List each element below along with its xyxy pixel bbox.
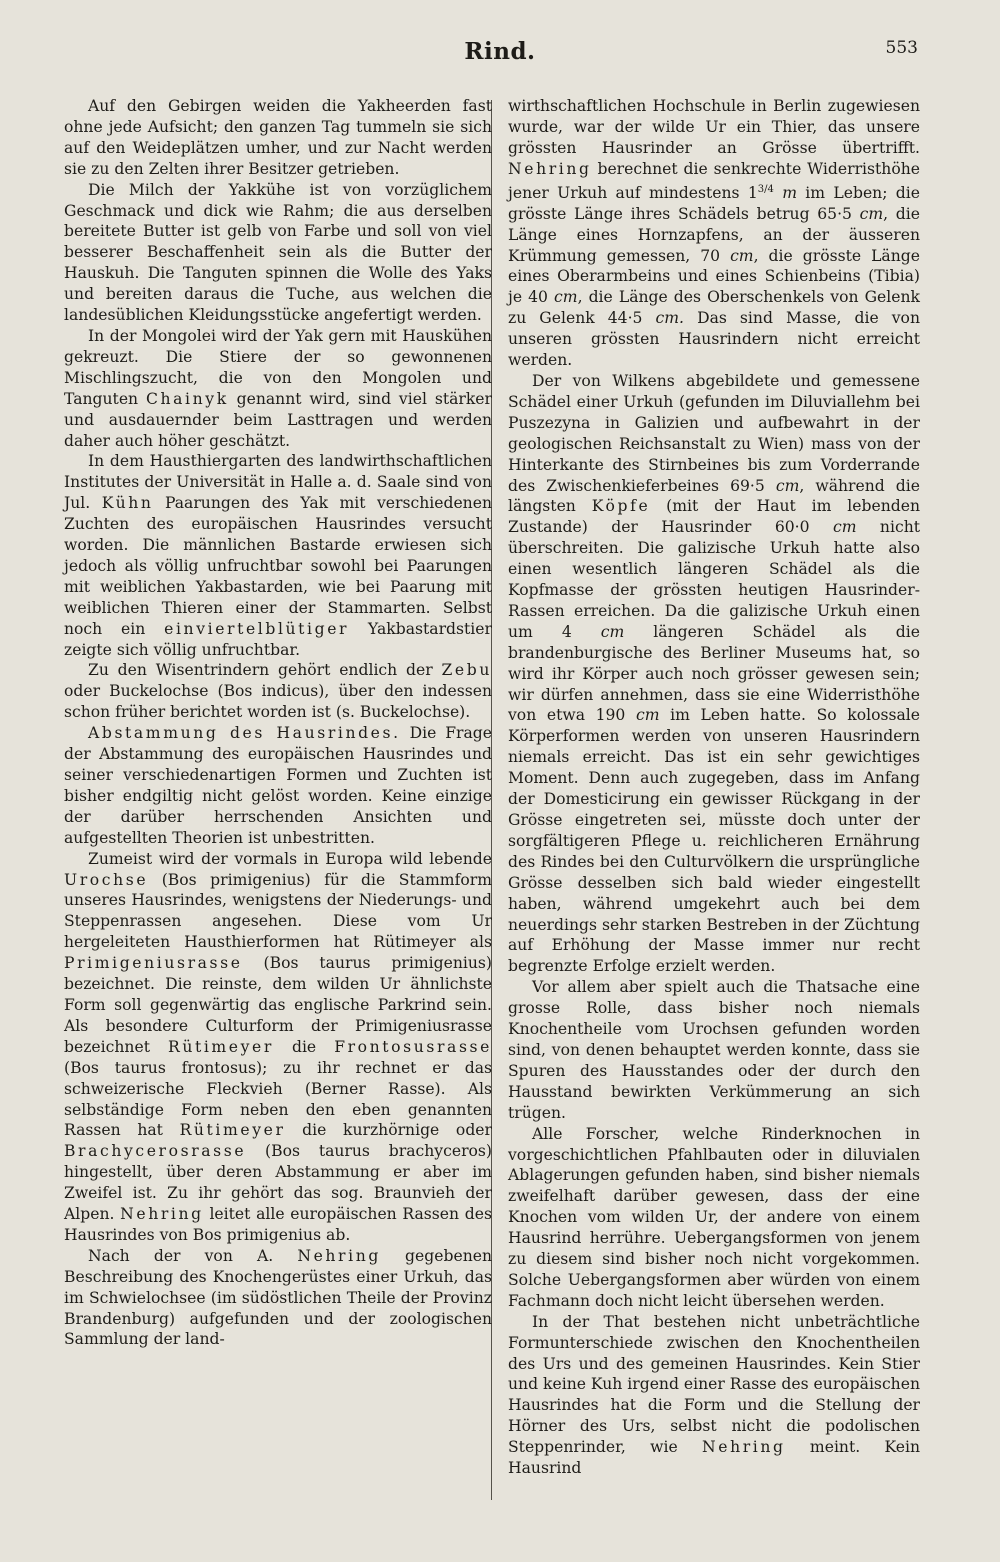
text: Die Milch der Yakkühe ist von vorzüglichem Geschmack und dick wie Rahm; die aus derselben bereitete Butter ist gelb von Farbe und soll von viel besserer Beschaffenheit sein als die Butter der Hauskuh. Die Tanguten spinnen die Wolle des Yaks und bereiten daraus die Tuche, aus welchen die landesüblichen Kleidungsstücke angefertigt werden. bbox=[64, 180, 492, 325]
text: berechnet die senkrechte Widerristhöhe jener Urkuh auf mindestens 1 bbox=[508, 159, 920, 202]
page-number: 553 bbox=[885, 38, 918, 58]
spaced-term: Nehring bbox=[297, 1246, 381, 1265]
spaced-term: Nehring bbox=[120, 1205, 204, 1224]
text: nicht überschreiten. Die galizische Urkuh hatte also einen wesentlich längeren Schädel als die Kopfmasse der grössten heutigen Hausrinder-Rassen erreichen. Da die galizische Urkuh einen um 4 bbox=[508, 518, 920, 641]
paragraph bbox=[64, 326, 492, 451]
text: , während die längsten bbox=[508, 476, 920, 516]
text: Yakbastardstier zeigte sich völlig unfruchtbar. bbox=[64, 619, 492, 659]
spaced-term: Rütimeyer bbox=[179, 1121, 286, 1140]
text: die kurzhörnige oder bbox=[285, 1121, 492, 1140]
right-column bbox=[508, 96, 920, 1479]
text: (Bos taurus frontosus); zu ihr rechnet er das schweizerische Fleckvieh (Berner Rasse). Als selbständige Form neben den eben genannten Rassen hat bbox=[64, 1058, 492, 1140]
text: wirthschaftlichen Hochschule in Berlin zugewiesen wurde, war der wilde Ur ein Thier, das unsere grössten Hausrinder an Grösse übertrifft. bbox=[508, 97, 920, 157]
left-column bbox=[64, 96, 492, 1350]
spaced-term: Nehring bbox=[702, 1438, 786, 1457]
text: Der von Wilkens abgebildete und gemessene Schädel einer Urkuh (gefunden im Diluviallehm bei Puszezyna in Galizien und aufbewahrt in der geologischen Reichsanstalt zu Wien) mass von der Hinterkante des Stirnbeines bis zum Vorderrande des Zwischenkieferbeines 69·5 bbox=[508, 371, 920, 495]
text: Auf den Gebirgen weiden die Yakheerden fast ohne jede Aufsicht; den ganzen Tag tummeln sie sich auf den Weideplätzen umher, und zur Nacht werden sie zu den Zelten ihrer Besitzer getrieben. bbox=[64, 97, 492, 178]
text: längeren Schädel als die brandenburgische des Berliner Museums hat, so wird ihr Körper auch noch grösser gewesen sein; wir dürfen annehmen, dass sie eine Widerristhöhe von etwa 190 bbox=[508, 622, 921, 725]
text: Das sind Masse, die von unseren grössten Hausrindern nicht erreicht werden. bbox=[508, 309, 920, 370]
fraction: 3/4 bbox=[757, 183, 774, 195]
text: In dem Hausthiergarten des landwirthschaftlichen Institutes der Universität in Halle a. d. Saale sind von Jul. bbox=[64, 452, 492, 513]
unit: cm bbox=[832, 518, 857, 537]
spaced-term: Chainyk bbox=[145, 389, 229, 408]
paragraph bbox=[64, 660, 492, 723]
paragraph bbox=[64, 723, 492, 848]
text: , die Länge eines Hornzapfens, an der äusseren Krümmung gemessen, 70 bbox=[508, 204, 920, 265]
paragraph bbox=[64, 451, 492, 660]
unit: m bbox=[782, 183, 797, 202]
spaced-term: Urochse bbox=[64, 870, 149, 889]
text: Nach der von A. bbox=[88, 1246, 298, 1265]
unit: cm bbox=[600, 622, 625, 641]
section-heading: Abstammung des Hausrindes. bbox=[88, 724, 401, 743]
text: , die Länge des Oberschenkels von Gelenk zu Gelenk 44·5 bbox=[508, 288, 920, 328]
paragraph bbox=[508, 371, 920, 977]
text: In der That bestehen nicht unbeträchtliche Formunterschiede zwischen den Knochentheilen des Urs und des gemeinen Hausrindes. Kein Stier und keine Kuh irgend einer Rasse des europäischen Hausrindes hat die Form und die Stellung der Hörner des Urs, selbst nicht die podolischen Steppenrinder, wie bbox=[508, 1312, 920, 1457]
spaced-term: Köpfe bbox=[591, 497, 651, 516]
spaced-term: Nehring bbox=[508, 159, 592, 178]
text: Vor allem aber spielt auch die Thatsache eine grosse Rolle, dass bisher noch niemals Knochentheile vom Urochsen gefunden worden sind, von denen behauptet werden konnte, dass sie Spuren des Hausstandes oder der durch den Hausstand bewirkten Verkümmerung an sich trügen. bbox=[508, 978, 920, 1122]
text: oder Buckelochse (Bos indicus), über den indessen schon früher berichtet worden ist (s. Buckelochse). bbox=[64, 682, 492, 722]
paragraph bbox=[64, 180, 492, 326]
text: , die grösste Länge eines Oberarmbeins und eines Schienbeins (Tibia) je 40 bbox=[508, 246, 920, 307]
text: im Leben hatte. So kolossale Körperformen werden von unseren Hausrindern niemals erreicht. Das ist ein sehr gewichtiges Moment. Denn auch zugegeben, dass im Anfang der Domesticirung ein gewisser Rückgang in der Grösse eingetreten sei, müsste doch unter der sorgfältigeren Pflege u. reichlicheren Ernährung des Rindes bei den Culturvölkern die ursprüngliche Grösse desselben sich bald wieder eingestellt haben, während umgekehrt auch bei dem neuerdings sehr starken Bestreben in der Züchtung auf Erhöhung der Masse immer nur recht begrenzte Erfolge erzielt werden. bbox=[508, 706, 920, 976]
spaced-term: einviertelblütiger bbox=[164, 619, 350, 638]
paragraph bbox=[64, 1246, 492, 1351]
text: gegebenen Beschreibung des Knochengerüstes einer Urkuh, das im Schwielochsee (im südöstlichen Theile der Provinz Brandenburg) aufgefunden und der zoologischen Sammlung der land- bbox=[64, 1246, 493, 1349]
text: Alle Forscher, welche Rinderknochen in vorgeschichtlichen Pfahlbauten oder in diluvialen Ablagerungen gefunden haben, sind bisher niemals zweifelhaft darüber gewesen, dass der eine Knochen vom wilden Ur, der andere von einem Hausrind herrühre. Uebergangsformen von jenem zu diesem sind bisher noch nicht vorgekommen. Solche Uebergangsformen aber würden von einem Fachmann doch nicht leicht übersehen werden. bbox=[508, 1124, 920, 1310]
paragraph bbox=[64, 96, 492, 180]
text: (mit der Haut im lebenden Zustande) der Hausrinder 60·0 bbox=[508, 497, 921, 537]
spaced-term: Rütimeyer bbox=[167, 1037, 274, 1056]
text: (Bos taurus primigenius) bezeichnet. Die reinste, dem wilden Ur ähnlichste Form soll gegenwärtig das englische Parkrind sein. Als besondere Culturform der Primigeniusrasse bezeichnet bbox=[64, 954, 492, 1056]
text: (Bos taurus brachyceros) hingestellt, über deren Abstammung er aber im Zweifel ist. Zu ihr gehört das sog. Braunvieh der Alpen. bbox=[64, 1142, 492, 1224]
page-title: Rind. bbox=[464, 38, 536, 65]
text: im Leben; die grösste Länge ihres Schädels betrug 65·5 bbox=[508, 183, 920, 223]
text: Zumeist wird der vormals in Europa wild lebende bbox=[88, 849, 492, 868]
unit: cm bbox=[554, 288, 578, 307]
spaced-term: Zebu bbox=[441, 661, 492, 680]
text: leitet alle europäischen Rassen des Hausrindes von Bos primigenius ab. bbox=[64, 1205, 492, 1244]
text: die bbox=[273, 1037, 335, 1056]
text: genannt wird, sind viel stärker und ausdauernder beim Lasttragen und werden daher auch höher geschätzt. bbox=[64, 389, 492, 450]
unit: cm bbox=[775, 476, 800, 495]
text: Zu den Wisentrindern gehört endlich der bbox=[88, 661, 442, 680]
unit: cm bbox=[730, 246, 754, 265]
text: (Bos primigenius) für die Stammform unseres Hausrindes, wenigstens der Niederungs- und Steppenrassen angesehen. Diese vom Ur hergeleiteten Hausthierformen hat Rütimeyer als bbox=[64, 870, 492, 952]
spaced-term: Frontosusrasse bbox=[334, 1037, 492, 1056]
text: In der Mongolei wird der Yak gern mit Hauskühen gekreuzt. Die Stiere der so gewonnenen Mischlingszucht, die von den Mongolen und Tanguten bbox=[64, 326, 492, 408]
paragraph bbox=[508, 977, 920, 1123]
paragraph bbox=[508, 96, 920, 371]
paragraph bbox=[508, 1124, 920, 1312]
spaced-term: Kühn bbox=[101, 494, 154, 513]
unit: cm bbox=[635, 706, 660, 725]
spaced-term: Primigeniusrasse bbox=[64, 954, 243, 973]
paragraph bbox=[64, 849, 492, 1246]
text: Die Frage der Abstammung des europäischen Hausrindes und seiner verschiedenartigen Formen und Zuchten ist bisher endgiltig nicht gelöst worden. Keine einzige der darüber herrschenden Ansichten und aufgestellten Theorien ist unbestritten. bbox=[64, 724, 492, 847]
spaced-term: Brachycerosrasse bbox=[64, 1142, 247, 1161]
unit: cm. bbox=[655, 309, 685, 328]
text: Paarungen des Yak mit verschiedenen Zuchten des europäischen Hausrindes versucht worden. Die männlichen Bastarde erwiesen sich jedoch als völlig unfruchtbar sowohl bei Paarungen mit weiblichen Yakbastarden, wie bei Paarung mit weiblichen Thieren einer der Stammarten. Selbst noch ein bbox=[64, 494, 492, 638]
paragraph bbox=[508, 1312, 920, 1479]
text: meint. Kein Hausrind bbox=[508, 1438, 920, 1478]
unit: cm bbox=[859, 204, 884, 223]
